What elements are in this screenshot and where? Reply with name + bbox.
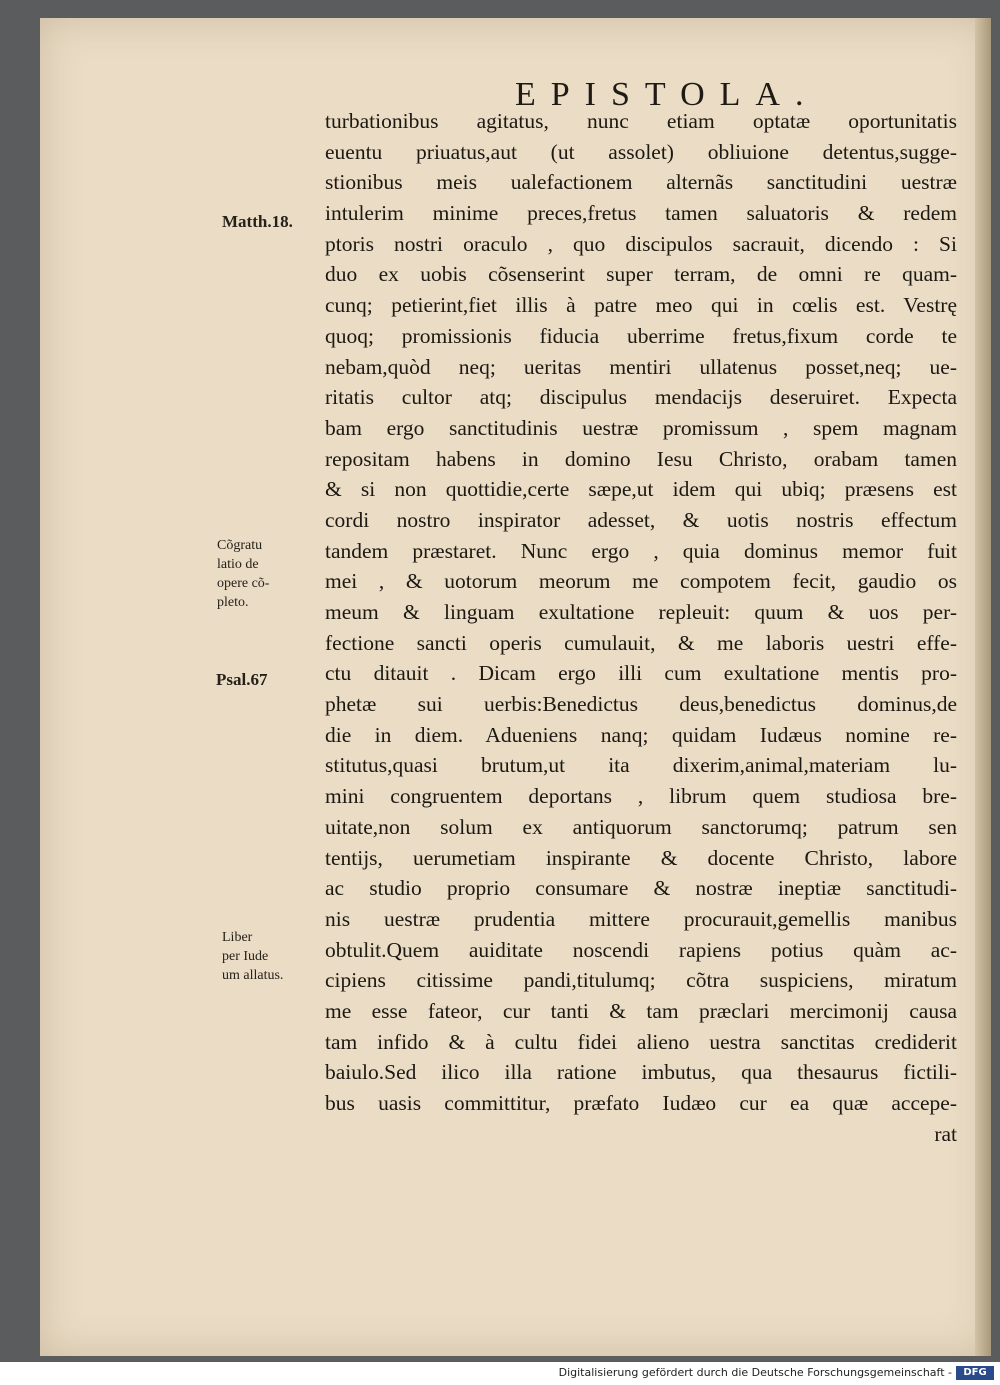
text-line: ctu ditauit . Dicam ergo illi cum exultatione mentis pro-: [325, 661, 957, 686]
text-line: euentu priuatus,aut (ut assolet) obliuione detentus,sugge-: [325, 139, 957, 164]
text-line: ritatis cultor atq; discipulus mendacijs deseruiret. Expecta: [325, 385, 957, 410]
text-line: obtulit.Quem auiditate noscendi rapiens potius quàm ac-: [325, 937, 957, 962]
text-line: repositam habens in domino Iesu Christo, orabam tamen: [325, 446, 957, 471]
margin-note-matth: Matth.18.: [222, 212, 293, 231]
text-line: ac studio proprio consumare & nostræ ineptiæ sanctitudi-: [325, 876, 957, 901]
text-line: bam ergo sanctitudinis uestræ promissum , spem magnam: [325, 415, 957, 440]
text-line: turbationibus agitatus, nunc etiam optatæ oportunitatis: [325, 109, 957, 133]
text-line: phetæ sui uerbis:Benedictus deus,benedictus dominus,de: [325, 692, 957, 717]
text-line: stitutus,quasi brutum,ut ita dixerim,animal,materiam lu-: [325, 753, 957, 778]
text-line: cordi nostro inspirator adesset, & uotis nostris effectum: [325, 507, 957, 532]
text-line: cipiens citissime pandi,titulumq; cõtra suspiciens, miratum: [325, 968, 957, 993]
text-line: me esse fateor, cur tanti & tam præclari mercimonij causa: [325, 998, 957, 1023]
text-line: duo ex uobis cõsenserint super terram, de omni re quam-: [325, 262, 957, 287]
running-header: EPISTOLA.: [515, 76, 819, 113]
text-line: baiulo.Sed ilico illa ratione imbutus, qua thesaurus fictili-: [325, 1060, 957, 1085]
text-line: intulerim minime preces,fretus tamen saluatoris & redem: [325, 201, 957, 226]
text-line: quoq; promissionis fiducia uberrime fretus,fixum corde te: [325, 323, 957, 348]
text-line: fectione sancti operis cumulauit, & me laboris uestri effe-: [325, 630, 957, 655]
margin-note-liber: Liber per Iude um allatus.: [222, 930, 284, 983]
text-line: tam infido & à cultu fidei alieno uestra sanctitas crediderit: [325, 1029, 957, 1054]
text-line: bus uasis committitur, præfato Iudæo cur ea quæ accepe-: [325, 1091, 957, 1115]
dfg-logo: DFG: [956, 1366, 994, 1380]
page-edge: [975, 18, 991, 1356]
body-text: [325, 106, 957, 1149]
funding-credit: Digitalisierung gefördert durch die Deutsche Forschungsgemeinschaft -: [558, 1366, 952, 1379]
text-line: die in diem. Adueniens nanq; quidam Iudæus nomine re-: [325, 722, 957, 747]
catchword: rat: [934, 1121, 957, 1146]
text-line: mei , & uotorum meorum me compotem fecit, gaudio os: [325, 569, 957, 594]
text-line: meum & linguam exultatione repleuit: quum & uos per-: [325, 600, 957, 624]
margin-note-psal: Psal.67: [216, 670, 268, 689]
text-line: mini congruentem deportans , librum quem studiosa bre-: [325, 784, 957, 809]
text-line: nis uestræ prudentia mittere procurauit,gemellis manibus: [325, 906, 957, 931]
text-line: & si non quottidie,certe sæpe,ut idem qui ubiq; præsens est: [325, 477, 957, 502]
text-line: uitate,non solum ex antiquorum sanctorumq; patrum sen: [325, 814, 957, 839]
footer-bar: [0, 1362, 1000, 1385]
text-line: tentijs, uerumetiam inspirante & docente Christo, labore: [325, 845, 957, 870]
text-line: cunq; petierint,fiet illis à patre meo qui in cœlis est. Vestrę: [325, 293, 957, 318]
margin-note-congratulatio: Cõgratu latio de opere cõ- pleto.: [217, 538, 270, 610]
text-line: nebam,quòd neq; ueritas mentiri ullatenus posset,neq; ue-: [325, 354, 957, 379]
text-line: tandem præstaret. Nunc ergo , quia dominus memor fuit: [325, 538, 957, 563]
text-line: ptoris nostri oraculo , quo discipulos sacrauit, dicendo : Si: [325, 231, 957, 256]
text-line: stionibus meis ualefactionem alternãs sanctitudini uestræ: [325, 170, 957, 195]
